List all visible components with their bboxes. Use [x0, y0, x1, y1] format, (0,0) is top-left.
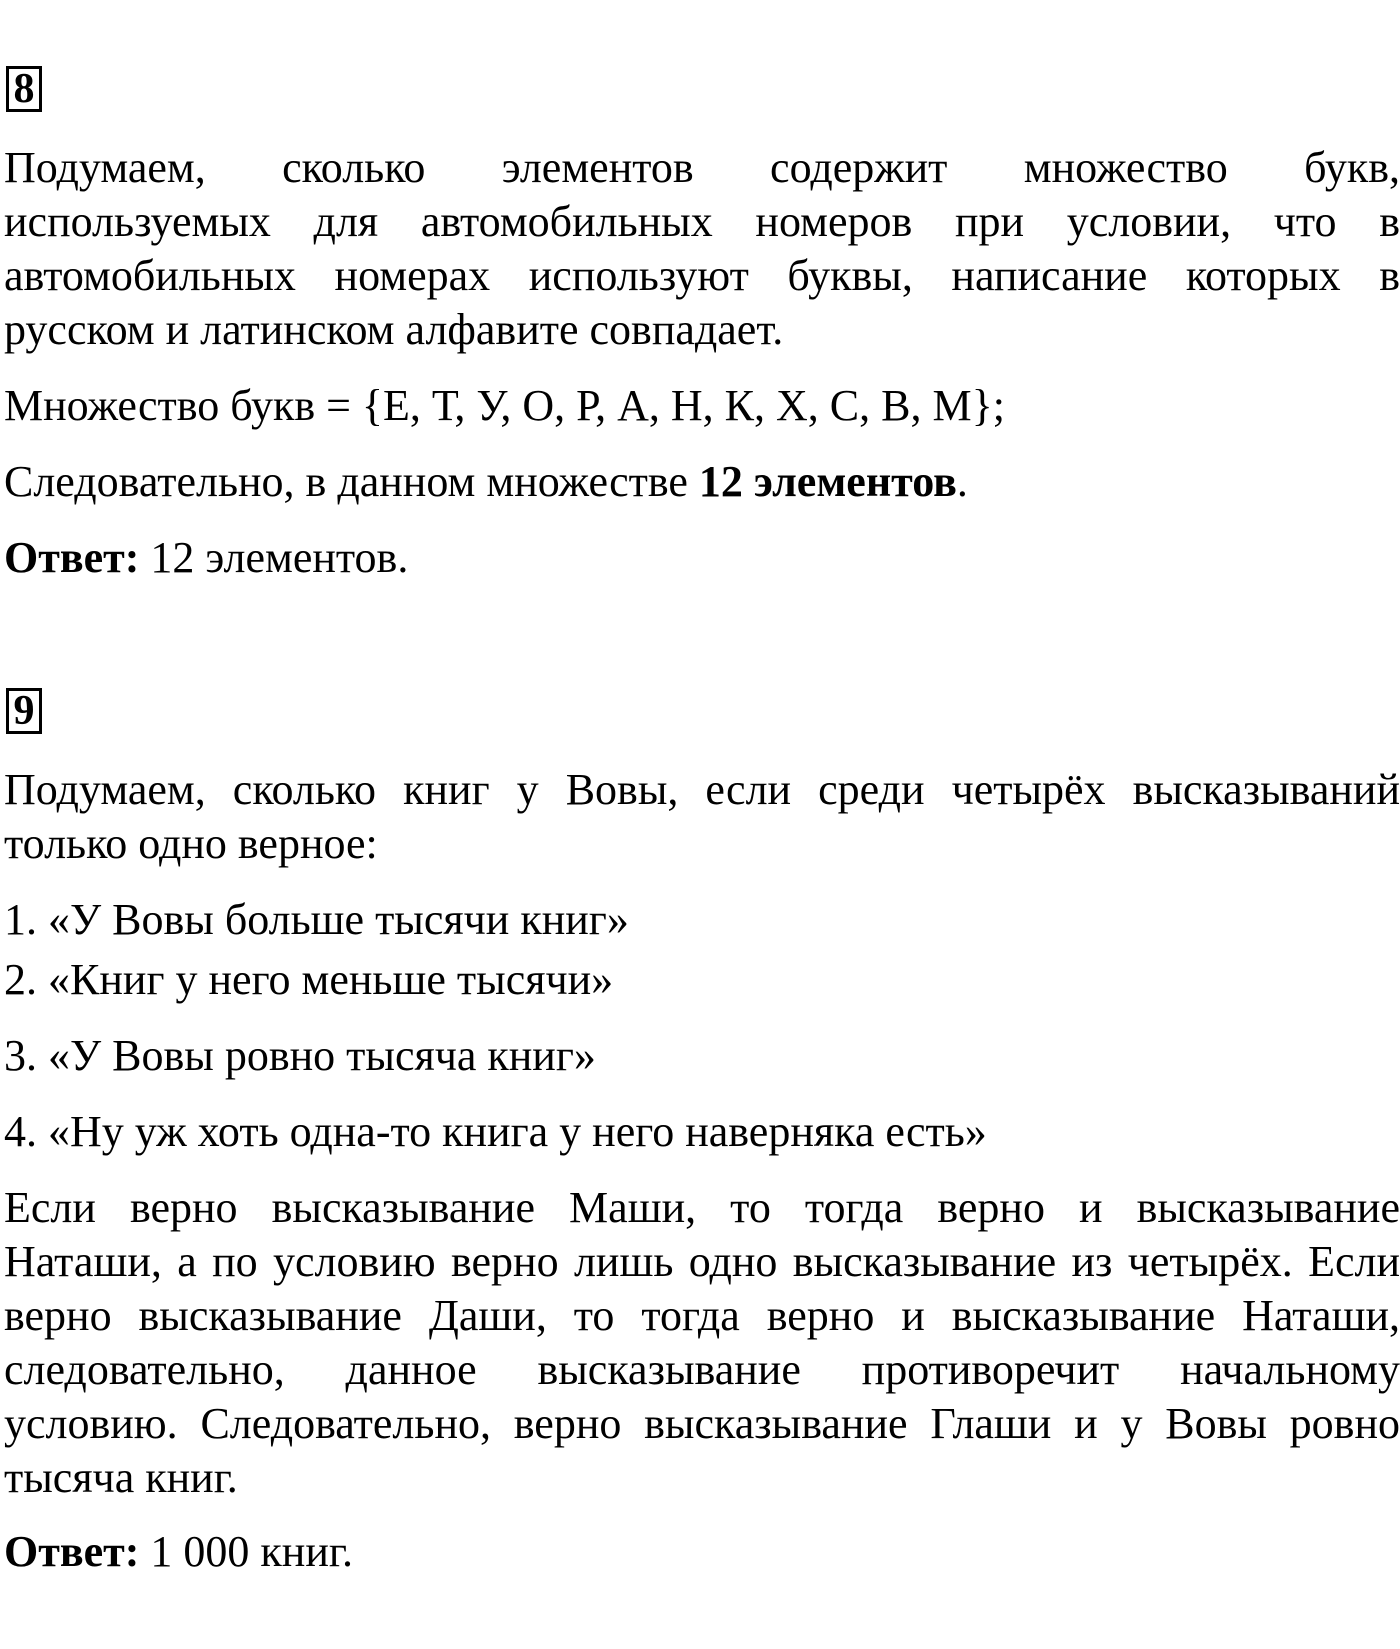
answer-value: 1 000 книг. [139, 1527, 353, 1576]
task-number-8: 8 [6, 66, 42, 112]
task-number-9: 9 [6, 688, 42, 734]
task9-reasoning-line-6: тысяча книг. [4, 1453, 238, 1502]
conclusion-bold: 12 элементов [698, 457, 957, 506]
task9-statement-2: 2. «Книг у него меньше тысячи» [4, 955, 614, 1004]
task8-text-line-1: Подумаем, сколько элементов содержит множество букв, [4, 143, 1400, 192]
task9-reasoning-line-3: верно высказывание Даши, то тогда верно и высказывание Наташи, [4, 1291, 1400, 1340]
task9-statement-4: 4. «Ну уж хоть одна-то книга у него наверняка есть» [4, 1107, 987, 1156]
task9-answer [4, 1524, 1400, 1580]
task8-text-line-4: русском и латинском алфавите совпадает. [4, 305, 784, 354]
answer-label: Ответ: [4, 533, 140, 582]
task8-text-line-3: автомобильных номерах используют буквы, написание которых в [4, 251, 1400, 300]
task9-reasoning-line-2: Наташи, а по условию верно лишь одно высказывание из четырёх. Если [4, 1237, 1400, 1286]
task8-answer [4, 530, 1400, 586]
task9-statement-1: 1. «У Вовы больше тысячи книг» [4, 895, 629, 944]
task8-text-line-2: используемых для автомобильных номеров при условии, что в [4, 197, 1400, 246]
conclusion-prefix: Следовательно, в данном множестве [4, 457, 699, 506]
conclusion-suffix: . [956, 457, 968, 506]
answer-label: Ответ: [4, 1527, 140, 1576]
task8-letter-set: Множество букв = {Е, Т, У, О, Р, А, Н, К, Х, С, В, М}; [4, 381, 1005, 430]
answer-value: 12 элементов. [139, 533, 409, 582]
task9-reasoning-line-5: условию. Следовательно, верно высказывание Глаши и у Вовы ровно [4, 1399, 1400, 1448]
task8-conclusion [4, 454, 1400, 510]
task9-reasoning-line-1: Если верно высказывание Маши, то тогда верно и высказывание [4, 1183, 1400, 1232]
task9-reasoning-line-4: следовательно, данное высказывание противоречит начальному [4, 1345, 1400, 1394]
task9-intro-line-1: Подумаем, сколько книг у Вовы, если среди четырёх высказываний [4, 765, 1400, 814]
task9-statement-3: 3. «У Вовы ровно тысяча книг» [4, 1031, 596, 1080]
task9-intro-line-2: только одно верное: [4, 819, 378, 868]
